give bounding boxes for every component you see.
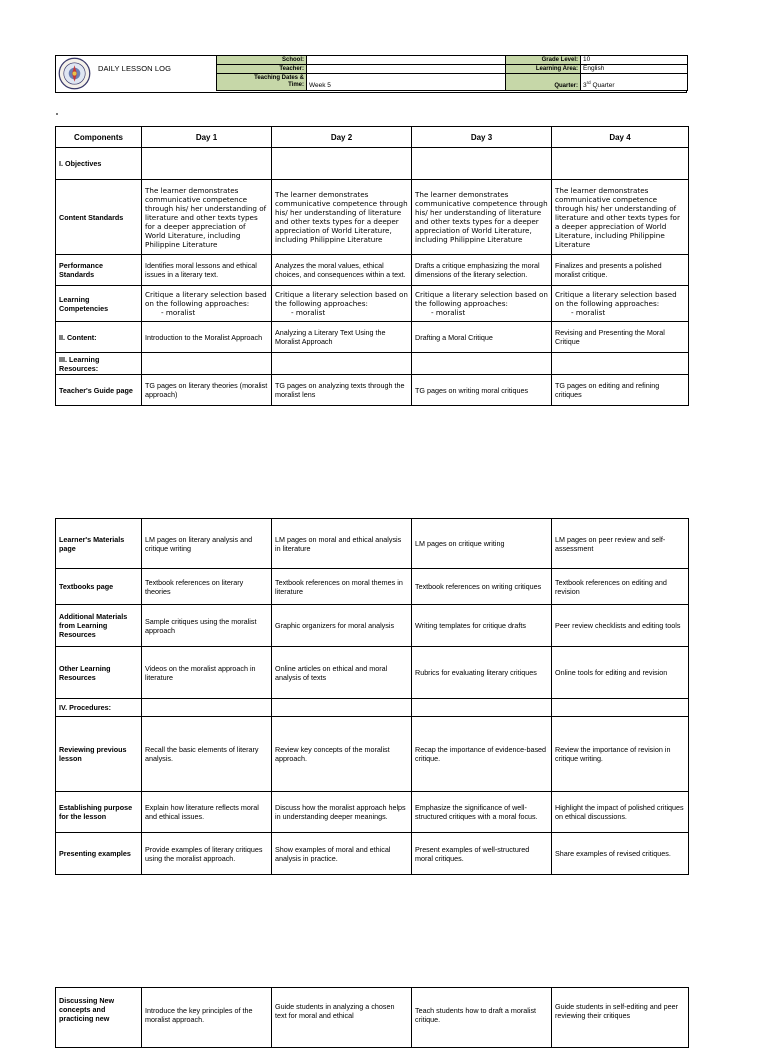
cell[interactable] xyxy=(552,148,689,180)
purpose-row xyxy=(56,792,689,833)
dates-field[interactable]: Week 5 xyxy=(307,74,506,91)
cell[interactable] xyxy=(142,699,272,717)
presenting-label: Presenting examples xyxy=(56,833,142,875)
cell[interactable] xyxy=(552,353,689,375)
quarter-label: Quarter: xyxy=(506,74,581,91)
header-info-table xyxy=(216,55,688,91)
cell xyxy=(412,286,552,322)
cell: Discuss how the moralist approach helps in understanding deeper meanings. xyxy=(272,792,412,833)
competencies-label: Learning Competencies xyxy=(56,286,142,322)
cell: Analyzing a Literary Text Using the Moralist Approach xyxy=(272,322,412,353)
competency-text: Critique a literary selection based on the following approaches: xyxy=(415,290,548,308)
cell: The learner demonstrates communicative competence through his/ her understanding of literature and other texts types for a deeper appreciation of World Literature, including Philippine Literature xyxy=(272,180,412,255)
cell: Provide examples of literary critiques using the moralist approach. xyxy=(142,833,272,875)
cell: Introduce the key principles of the moralist approach. xyxy=(142,988,272,1048)
performance-standards-label: Performance Standards xyxy=(56,255,142,286)
cell[interactable] xyxy=(412,699,552,717)
cell: TG pages on writing moral critiques xyxy=(412,375,552,406)
competencies-row xyxy=(56,286,689,322)
additional-materials-label: Additional Materials from Learning Resources xyxy=(56,605,142,647)
grade-label: Grade Level: xyxy=(506,56,581,65)
teachers-guide-label: Teacher's Guide page xyxy=(56,375,142,406)
cell: Guide students in analyzing a chosen text for moral and ethical xyxy=(272,988,412,1048)
purpose-label: Establishing purpose for the lesson xyxy=(56,792,142,833)
textbooks-label: Textbooks page xyxy=(56,569,142,605)
textbooks-row xyxy=(56,569,689,605)
area-field[interactable]: English xyxy=(581,65,688,74)
cell: TG pages on analyzing texts through the moralist lens xyxy=(272,375,412,406)
cell: Finalizes and presents a polished moralist critique. xyxy=(552,255,689,286)
lesson-log-table-2 xyxy=(55,518,689,875)
teacher-label: Teacher: xyxy=(217,65,307,74)
objectives-label: I. Objectives xyxy=(56,148,142,180)
cell: Rubrics for evaluating literary critiques xyxy=(412,647,552,699)
cell: Teach students how to draft a moralist critique. xyxy=(412,988,552,1048)
cell xyxy=(142,286,272,322)
col-day-2: Day 2 xyxy=(272,127,412,148)
cell: Recap the importance of evidence-based critique. xyxy=(412,717,552,792)
performance-standards-row xyxy=(56,255,689,286)
cell: LM pages on literary analysis and critique writing xyxy=(142,519,272,569)
dates-label-line2: Time: xyxy=(288,82,304,88)
cell[interactable] xyxy=(272,699,412,717)
quarter-number: 3 xyxy=(583,82,587,89)
cell: Textbook references on writing critiques xyxy=(412,569,552,605)
grade-field[interactable]: 10 xyxy=(581,56,688,65)
cell: Present examples of well-structured moral critiques. xyxy=(412,833,552,875)
cell[interactable] xyxy=(412,148,552,180)
learners-materials-label: Learner's Materials page xyxy=(56,519,142,569)
cell: Identifies moral lessons and ethical issues in a literary text. xyxy=(142,255,272,286)
cell: Show examples of moral and ethical analysis in practice. xyxy=(272,833,412,875)
procedures-row xyxy=(56,699,689,717)
presenting-row xyxy=(56,833,689,875)
cell[interactable] xyxy=(412,353,552,375)
content-label: II. Content: xyxy=(56,322,142,353)
cell: LM pages on critique writing xyxy=(412,519,552,569)
objectives-row xyxy=(56,148,689,180)
cell: Introduction to the Moralist Approach xyxy=(142,322,272,353)
column-header-row xyxy=(56,127,689,148)
learning-resources-row xyxy=(56,353,689,375)
dates-label-line1: Teaching Dates & xyxy=(254,75,304,81)
col-day-1: Day 1 xyxy=(142,127,272,148)
deped-seal-icon xyxy=(58,57,91,90)
cell[interactable] xyxy=(552,699,689,717)
col-day-4: Day 4 xyxy=(552,127,689,148)
cell: Drafts a critique emphasizing the moral dimensions of the literary selection. xyxy=(412,255,552,286)
cell: The learner demonstrates communicative competence through his/ her understanding of literature and other texts types for a deeper appreciation of World Literature, including Philippine Literature xyxy=(412,180,552,255)
cell xyxy=(552,286,689,322)
teacher-field[interactable] xyxy=(307,65,506,74)
dates-label xyxy=(217,74,307,91)
cell: Revising and Presenting the Moral Critique xyxy=(552,322,689,353)
learners-materials-row xyxy=(56,519,689,569)
competency-bullet: - moralist xyxy=(571,308,606,317)
cell: Textbook references on editing and revision xyxy=(552,569,689,605)
cell: Textbook references on literary theories xyxy=(142,569,272,605)
content-standards-row xyxy=(56,180,689,255)
other-resources-row xyxy=(56,647,689,699)
cell: The learner demonstrates communicative competence through his/ her understanding of literature and other texts types for a deeper appreciation of World Literature, including Philippine Literature xyxy=(552,180,689,255)
header-title: DAILY LESSON LOG xyxy=(98,64,172,73)
cell: Online tools for editing and revision xyxy=(552,647,689,699)
lesson-log-table-3 xyxy=(55,987,689,1048)
cell[interactable] xyxy=(272,148,412,180)
cell: Online articles on ethical and moral analysis of texts xyxy=(272,647,412,699)
learning-resources-label: III. Learning Resources: xyxy=(56,353,142,375)
school-field[interactable] xyxy=(307,56,506,65)
competency-text: Critique a literary selection based on the following approaches: xyxy=(275,290,408,308)
col-day-3: Day 3 xyxy=(412,127,552,148)
cell: Guide students in self-editing and peer reviewing their critiques xyxy=(552,988,689,1048)
stray-mark xyxy=(56,113,58,115)
competency-bullet: - moralist xyxy=(431,308,466,317)
competency-text: Critique a literary selection based on the following approaches: xyxy=(145,290,267,308)
cell[interactable] xyxy=(142,148,272,180)
cell: Share examples of revised critiques. xyxy=(552,833,689,875)
cell: Textbook references on moral themes in literature xyxy=(272,569,412,605)
cell xyxy=(272,286,412,322)
cell: TG pages on editing and refining critiques xyxy=(552,375,689,406)
cell: LM pages on moral and ethical analysis in literature xyxy=(272,519,412,569)
discussing-label: Discussing New concepts and practicing new xyxy=(56,988,142,1048)
cell: Explain how literature reflects moral and ethical issues. xyxy=(142,792,272,833)
cell: Drafting a Moral Critique xyxy=(412,322,552,353)
cell: Writing templates for critique drafts xyxy=(412,605,552,647)
cell: Emphasize the significance of well-structured critiques with a moral focus. xyxy=(412,792,552,833)
cell: LM pages on peer review and self-assessment xyxy=(552,519,689,569)
cell: Highlight the impact of polished critiques on ethical discussions. xyxy=(552,792,689,833)
cell: Review the importance of revision in critique writing. xyxy=(552,717,689,792)
cell[interactable] xyxy=(142,353,272,375)
competency-text: Critique a literary selection based on the following approaches: xyxy=(555,290,677,308)
other-resources-label: Other Learning Resources xyxy=(56,647,142,699)
area-label: Learning Area: xyxy=(506,65,581,74)
discussing-row xyxy=(56,988,689,1048)
quarter-suffix: rd xyxy=(586,79,591,85)
col-components: Components xyxy=(56,127,142,148)
cell: Sample critiques using the moralist approach xyxy=(142,605,272,647)
cell: The learner demonstrates communicative competence through his/ her understanding of literature and other texts types for a deeper appreciation of World Literature, including Philippine Literature xyxy=(142,180,272,255)
cell: Recall the basic elements of literary analysis. xyxy=(142,717,272,792)
quarter-text: Quarter xyxy=(590,82,615,89)
cell[interactable] xyxy=(272,353,412,375)
cell: Analyzes the moral values, ethical choices, and consequences within a text. xyxy=(272,255,412,286)
cell: TG pages on literary theories (moralist approach) xyxy=(142,375,272,406)
cell: Review key concepts of the moralist approach. xyxy=(272,717,412,792)
competency-bullet: - moralist xyxy=(161,308,196,317)
cell: Graphic organizers for moral analysis xyxy=(272,605,412,647)
reviewing-label: Reviewing previous lesson xyxy=(56,717,142,792)
content-row xyxy=(56,322,689,353)
school-label: School: xyxy=(217,56,307,65)
competency-bullet: - moralist xyxy=(291,308,326,317)
cell: Peer review checklists and editing tools xyxy=(552,605,689,647)
cell: Videos on the moralist approach in literature xyxy=(142,647,272,699)
procedures-label: IV. Procedures: xyxy=(56,699,142,717)
quarter-field[interactable] xyxy=(581,74,688,91)
reviewing-row xyxy=(56,717,689,792)
lesson-log-table-1 xyxy=(55,126,689,406)
teachers-guide-row xyxy=(56,375,689,406)
additional-materials-row xyxy=(56,605,689,647)
content-standards-label: Content Standards xyxy=(56,180,142,255)
